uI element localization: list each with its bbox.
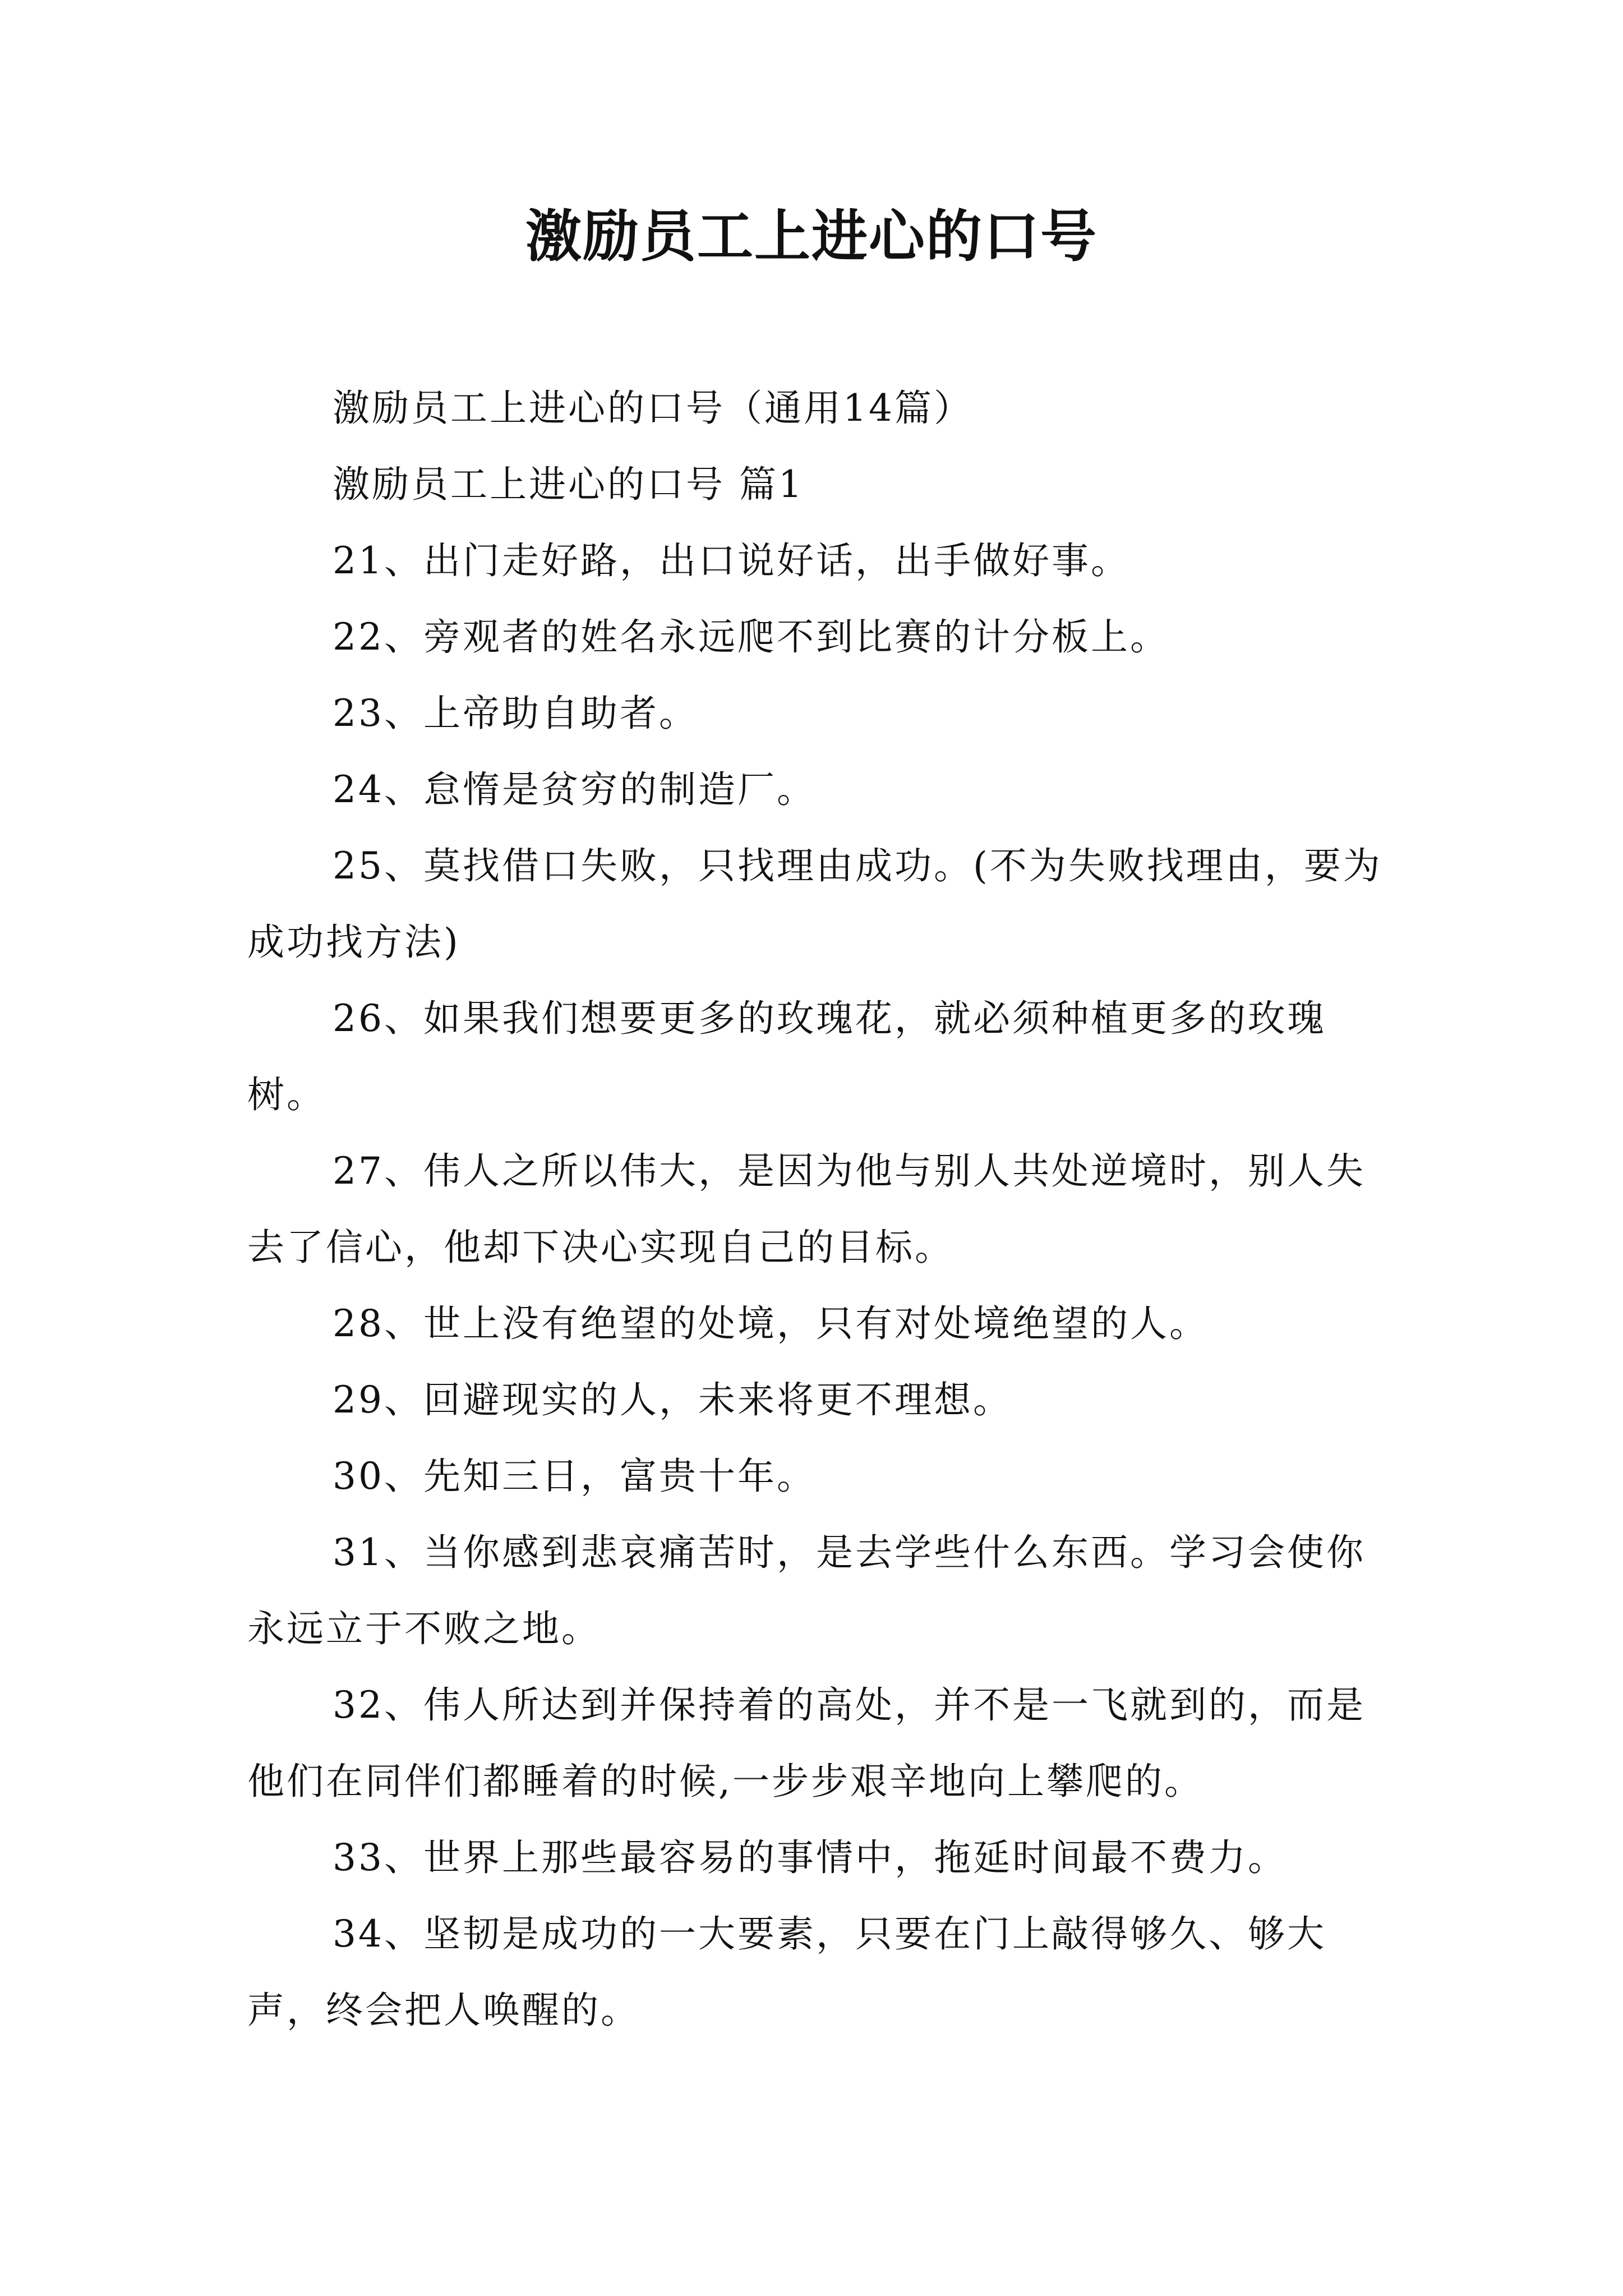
slogan-item: 31、当你感到悲哀痛苦时，是去学些什么东西。学习会使你永远立于不败之地。 — [247, 1531, 1366, 1650]
slogan-item: 23、上帝助自助者。 — [333, 692, 698, 735]
slogan-item: 22、旁观者的姓名永远爬不到比赛的计分板上。 — [333, 615, 1169, 659]
slogan-item: 33、世界上那些最容易的事情中，拖延时间最不费力。 — [333, 1836, 1287, 1879]
slogan-item: 25、莫找借口失败，只找理由成功。(不为失败找理由，要为成功找方法) — [247, 844, 1382, 964]
slogan-item: 27、伟人之所以伟大，是因为他与别人共处逆境时，别人失去了信心，他却下决心实现自己的目标。 — [247, 1149, 1366, 1269]
slogan-item: 24、怠惰是贫穷的制造厂。 — [333, 768, 816, 811]
document-body — [247, 370, 1391, 2049]
slogan-item: 28、世上没有绝望的处境，只有对处境绝望的人。 — [333, 1302, 1209, 1345]
slogan-item: 21、出门走好路，出口说好话，出手做好事。 — [333, 539, 1130, 582]
page-title: 激励员工上进心的口号 — [525, 204, 1098, 269]
slogan-item: 32、伟人所达到并保持着的高处，并不是一飞就到的，而是他们在同伴们都睡着的时候,一步步艰辛地向上攀爬的。 — [247, 1683, 1366, 1803]
slogan-item: 26、如果我们想要更多的玫瑰花，就必须种植更多的玫瑰树。 — [247, 997, 1326, 1116]
doc-subtitle: 激励员工上进心的口号（通用14篇） — [333, 386, 973, 430]
section-heading: 激励员工上进心的口号 篇1 — [333, 463, 804, 506]
slogan-item: 29、回避现实的人，未来将更不理想。 — [333, 1378, 1012, 1421]
slogan-item: 30、先知三日，富贵十年。 — [333, 1455, 816, 1498]
slogan-item: 34、坚韧是成功的一大要素，只要在门上敲得够久、够大声，终会把人唤醒的。 — [247, 1912, 1326, 2032]
